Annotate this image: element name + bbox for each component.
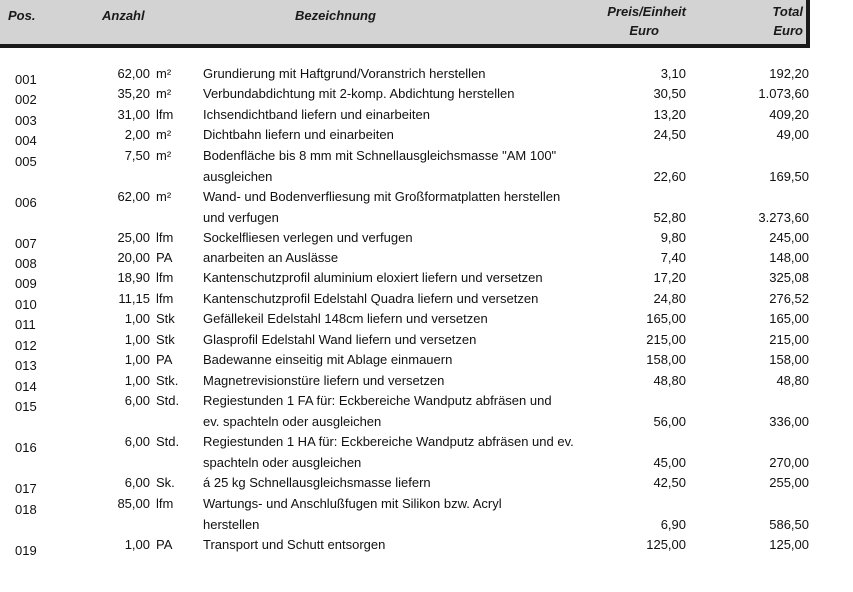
unit: Sk. [156, 475, 175, 490]
quantity: 25,00 [117, 230, 150, 245]
unit-price: 165,00 [646, 311, 686, 326]
position-number: 012 [15, 338, 37, 353]
unit-price: 24,50 [653, 127, 686, 142]
table-header [0, 0, 810, 48]
description-line: Ichsendichtband liefern und einarbeiten [203, 107, 430, 122]
description-line: Verbundabdichtung mit 2-komp. Abdichtung herstellen [203, 86, 515, 101]
description-line: spachteln oder ausgleichen [203, 454, 362, 470]
position-number: 001 [15, 72, 37, 87]
unit-price: 215,00 [646, 332, 686, 347]
line-total: 192,20 [769, 66, 809, 81]
quantity: 1,00 [124, 352, 150, 367]
unit: Std. [156, 434, 180, 449]
unit: lfm [156, 230, 174, 245]
header-total: Total [772, 4, 803, 19]
line-total: 1.073,60 [758, 86, 809, 101]
unit-price: 56,00 [653, 413, 686, 429]
quantity: 18,90 [117, 270, 150, 285]
position-number: 004 [15, 133, 37, 148]
position-number: 006 [15, 195, 37, 210]
line-total: 165,00 [769, 311, 809, 326]
description-line: ev. spachteln oder ausgleichen [203, 413, 382, 429]
quantity: 6,00 [124, 475, 150, 490]
header-bezeichnung: Bezeichnung [295, 8, 376, 23]
line-total: 245,00 [769, 230, 809, 245]
unit-price: 13,20 [653, 107, 686, 122]
unit: m² [156, 127, 172, 142]
position-number: 010 [15, 297, 37, 312]
quantity: 35,20 [117, 86, 150, 101]
quantity: 62,00 [117, 66, 150, 81]
header-anzahl: Anzahl [102, 8, 145, 23]
unit: lfm [156, 107, 174, 122]
description-line: Bodenfläche bis 8 mm mit Schnellausgleichsmasse "AM 100" [203, 148, 557, 163]
unit: lfm [156, 270, 174, 285]
position-number: 009 [15, 276, 37, 291]
description-line: und verfugen [203, 209, 279, 225]
description-line: herstellen [203, 516, 260, 532]
unit-price: 24,80 [653, 291, 686, 306]
description-line: Wand- und Bodenverfliesung mit Großformatplatten herstellen [203, 189, 561, 204]
description-line: anarbeiten an Auslässe [203, 250, 339, 265]
unit-price: 9,80 [660, 230, 686, 245]
unit-price: 7,40 [660, 250, 686, 265]
quantity: 1,00 [124, 311, 150, 326]
quantity: 6,00 [124, 434, 150, 449]
unit-price: 22,60 [653, 168, 686, 184]
line-total: 169,50 [769, 168, 809, 184]
unit-price: 158,00 [646, 352, 686, 367]
description-line: Transport und Schutt entsorgen [203, 537, 386, 552]
description-line: Regiestunden 1 FA für: Eckbereiche Wandputz abfräsen und [203, 393, 552, 408]
line-total: 276,52 [769, 291, 809, 306]
quantity: 31,00 [117, 107, 150, 122]
line-total: 3.273,60 [758, 209, 809, 225]
unit-price: 17,20 [653, 270, 686, 285]
line-total: 49,00 [776, 127, 809, 142]
description-line: á 25 kg Schnellausgleichsmasse liefern [203, 475, 431, 490]
description-line: Magnetrevisionstüre liefern und versetzen [203, 373, 445, 388]
description-line: Gefällekeil Edelstahl 148cm liefern und versetzen [203, 311, 488, 326]
description-line: Badewanne einseitig mit Ablage einmauern [203, 352, 453, 367]
unit: Stk [156, 332, 175, 347]
description-line: ausgleichen [203, 168, 273, 184]
quantity: 62,00 [117, 189, 150, 204]
position-number: 013 [15, 358, 37, 373]
unit-price: 6,90 [660, 516, 686, 532]
quantity: 7,50 [124, 148, 150, 163]
position-number: 011 [15, 317, 36, 332]
unit-price: 52,80 [653, 209, 686, 225]
line-total: 336,00 [769, 413, 809, 429]
quantity: 20,00 [117, 250, 150, 265]
unit: m² [156, 86, 172, 101]
description-line: Kantenschutzprofil Edelstahl Quadra liefern und versetzen [203, 291, 539, 306]
line-total: 48,80 [776, 373, 809, 388]
position-number: 003 [15, 113, 37, 128]
line-total: 325,08 [769, 270, 809, 285]
header-preis-euro: Euro [629, 23, 659, 38]
line-total: 409,20 [769, 107, 809, 122]
unit-price: 45,00 [653, 454, 686, 470]
unit: Stk [156, 311, 175, 326]
line-total: 270,00 [769, 454, 809, 470]
unit-price: 48,80 [653, 373, 686, 388]
position-number: 018 [15, 502, 37, 517]
unit-price: 125,00 [646, 537, 686, 552]
unit: PA [156, 250, 173, 265]
position-number: 017 [15, 481, 37, 496]
description-line: Glasprofil Edelstahl Wand liefern und versetzen [203, 332, 477, 347]
description-line: Dichtbahn liefern und einarbeiten [203, 127, 394, 142]
quantity: 85,00 [117, 496, 150, 511]
position-number: 002 [15, 92, 37, 107]
position-number: 016 [15, 440, 37, 455]
header-pos: Pos. [8, 8, 36, 23]
line-total: 586,50 [769, 516, 809, 532]
quantity: 1,00 [124, 373, 150, 388]
unit: lfm [156, 291, 174, 306]
unit-price: 42,50 [653, 475, 686, 490]
unit: Stk. [156, 373, 179, 388]
position-number: 019 [15, 543, 37, 558]
unit-price: 30,50 [653, 86, 686, 101]
line-total: 148,00 [769, 250, 809, 265]
position-number: 008 [15, 256, 37, 271]
position-number: 007 [15, 236, 37, 251]
line-total: 215,00 [769, 332, 809, 347]
description-line: Grundierung mit Haftgrund/Voranstrich herstellen [203, 66, 486, 81]
description-line: Regiestunden 1 HA für: Eckbereiche Wandputz abfräsen und ev. [203, 434, 574, 449]
quantity: 1,00 [124, 332, 150, 347]
unit: m² [156, 189, 172, 204]
quantity: 11,15 [118, 291, 150, 306]
description-line: Kantenschutzprofil aluminium eloxiert liefern und versetzen [203, 270, 543, 285]
unit: PA [156, 352, 173, 367]
line-total: 255,00 [769, 475, 809, 490]
quantity: 2,00 [124, 127, 150, 142]
unit: lfm [156, 496, 174, 511]
position-number: 005 [15, 154, 37, 169]
unit: m² [156, 148, 172, 163]
line-total: 125,00 [769, 537, 809, 552]
unit: m² [156, 66, 172, 81]
line-total: 158,00 [769, 352, 809, 367]
description-line: Sockelfliesen verlegen und verfugen [203, 230, 413, 245]
position-number: 014 [15, 379, 37, 394]
header-total-euro: Euro [773, 23, 803, 38]
description-line: Wartungs- und Anschlußfugen mit Silikon bzw. Acryl [203, 496, 502, 511]
quantity: 6,00 [124, 393, 150, 408]
unit: Std. [156, 393, 180, 408]
position-number: 015 [15, 399, 37, 414]
header-preis-einheit: Preis/Einheit [607, 4, 686, 19]
unit-price: 3,10 [660, 66, 686, 81]
unit: PA [156, 537, 173, 552]
quantity: 1,00 [124, 537, 150, 552]
